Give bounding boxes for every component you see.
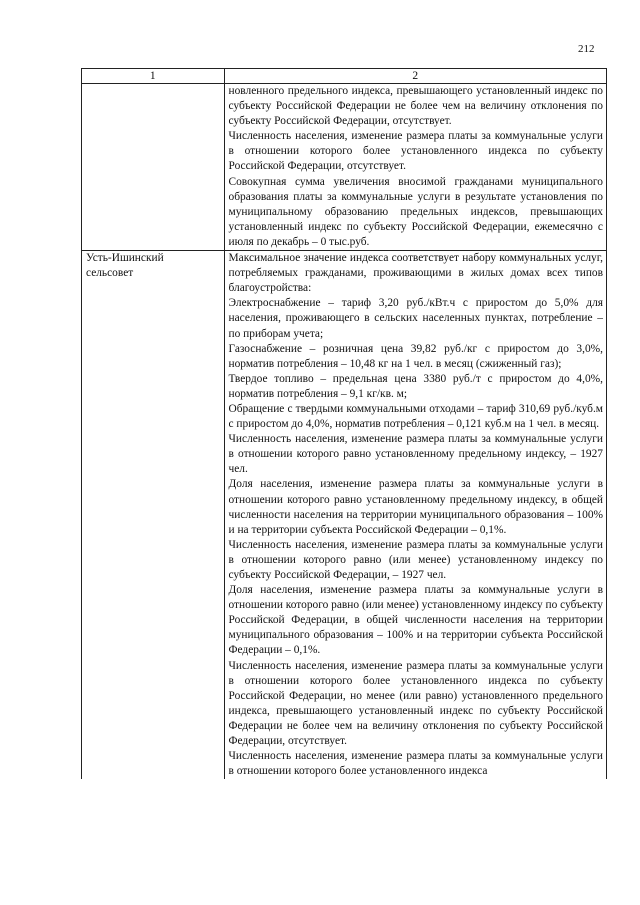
paragraph: Электроснабжение – тариф 3,20 руб./кВт.ч с приростом до 5,0% для населения, проживающего в сельских населенных пунктах, потребление – по приборам учета; bbox=[228, 297, 603, 340]
page-number: 212 bbox=[578, 43, 595, 55]
paragraph: Численность населения, изменение размера платы за коммунальные услуги в отношении которого более установленного индекса по субъекту Российской Федерации, отсутствует. bbox=[228, 130, 603, 173]
row-1-municipality-cell bbox=[82, 84, 225, 251]
paragraph: Численность населения, изменение размера платы за коммунальные услуги в отношении которого равно установленному предельному индексу, – 1927 чел. bbox=[228, 433, 603, 476]
row-2-municipality-cell bbox=[82, 251, 225, 780]
table-row bbox=[82, 84, 607, 251]
paragraph: Численность населения, изменение размера платы за коммунальные услуги в отношении которого более установленного индекса по субъекту Российской Федерации, но менее (или равно) установленного предельного индекса, превышающего установленный индекс по субъекту Российской Федерации не более чем на величину отклонения по субъекту Российской Федерации, отсутствует. bbox=[228, 659, 603, 748]
paragraph: Максимальное значение индекса соответствует набору коммунальных услуг, потребляемых гражданами, проживающими в жилых домах всех типов благоустройства: bbox=[228, 252, 603, 295]
municipality-name-line: сельсовет bbox=[86, 267, 134, 280]
row-1-description-cell bbox=[224, 84, 606, 251]
paragraph: Численность населения, изменение размера платы за коммунальные услуги в отношении которого равно (или менее) установленному индексу по субъекту Российской Федерации, – 1927 чел. bbox=[228, 538, 603, 581]
paragraph: Доля населения, изменение размера платы за коммунальные услуги в отношении которого равно установленному предельному индексу, в общей численности населения на территории муниципального образования – 100% и на территории субъекта Российской Федерации – 0,1%. bbox=[228, 478, 603, 536]
table-header-row bbox=[82, 69, 607, 84]
paragraph: новленного предельного индекса, превышающего установленный индекс по субъекту Российской Федерации не более чем на величину отклонения по субъекту Российской Федерации, отсутствует. bbox=[228, 85, 603, 128]
table-row bbox=[82, 251, 607, 780]
paragraph: Совокупная сумма увеличения вносимой гражданами муниципального образования платы за коммунальные услуги в результате установления по муниципальному образованию предельных индексов, превышающих установленный индекс по субъекту Российской Федерации, ежемесячно с июля по декабрь – 0 тыс.руб. bbox=[228, 175, 603, 248]
paragraph: Газоснабжение – розничная цена 39,82 руб./кг с приростом до 3,0%, норматив потребления – 10,48 кг на 1 чел. в месяц (сжиженный газ); bbox=[228, 342, 603, 370]
municipality-name-line: Усть-Ишинский bbox=[86, 252, 164, 265]
paragraph: Численность населения, изменение размера платы за коммунальные услуги в отношении которого более установленного индекса bbox=[228, 750, 603, 778]
paragraph: Обращение с твердыми коммунальными отходами – тариф 310,69 руб./куб.м с приростом до 4,0%, норматив потребления – 0,121 куб.м на 1 чел. в месяц. bbox=[228, 402, 603, 431]
header-col-1: 1 bbox=[82, 69, 225, 84]
document-table bbox=[81, 68, 607, 779]
header-col-2: 2 bbox=[224, 69, 606, 84]
paragraph: Твердое топливо – предельная цена 3380 руб./т с приростом до 4,0%, норматив потребления – 9,1 кг/кв. м; bbox=[228, 372, 603, 400]
paragraph: Доля населения, изменение размера платы за коммунальные услуги в отношении которого равно (или менее) установленному индексу по субъекту Российской Федерации, в общей численности населения на территории муниципального образования – 100% и на территории субъекта Российской Федерации – 0,1%. bbox=[228, 584, 603, 657]
row-2-description-cell bbox=[224, 251, 606, 780]
